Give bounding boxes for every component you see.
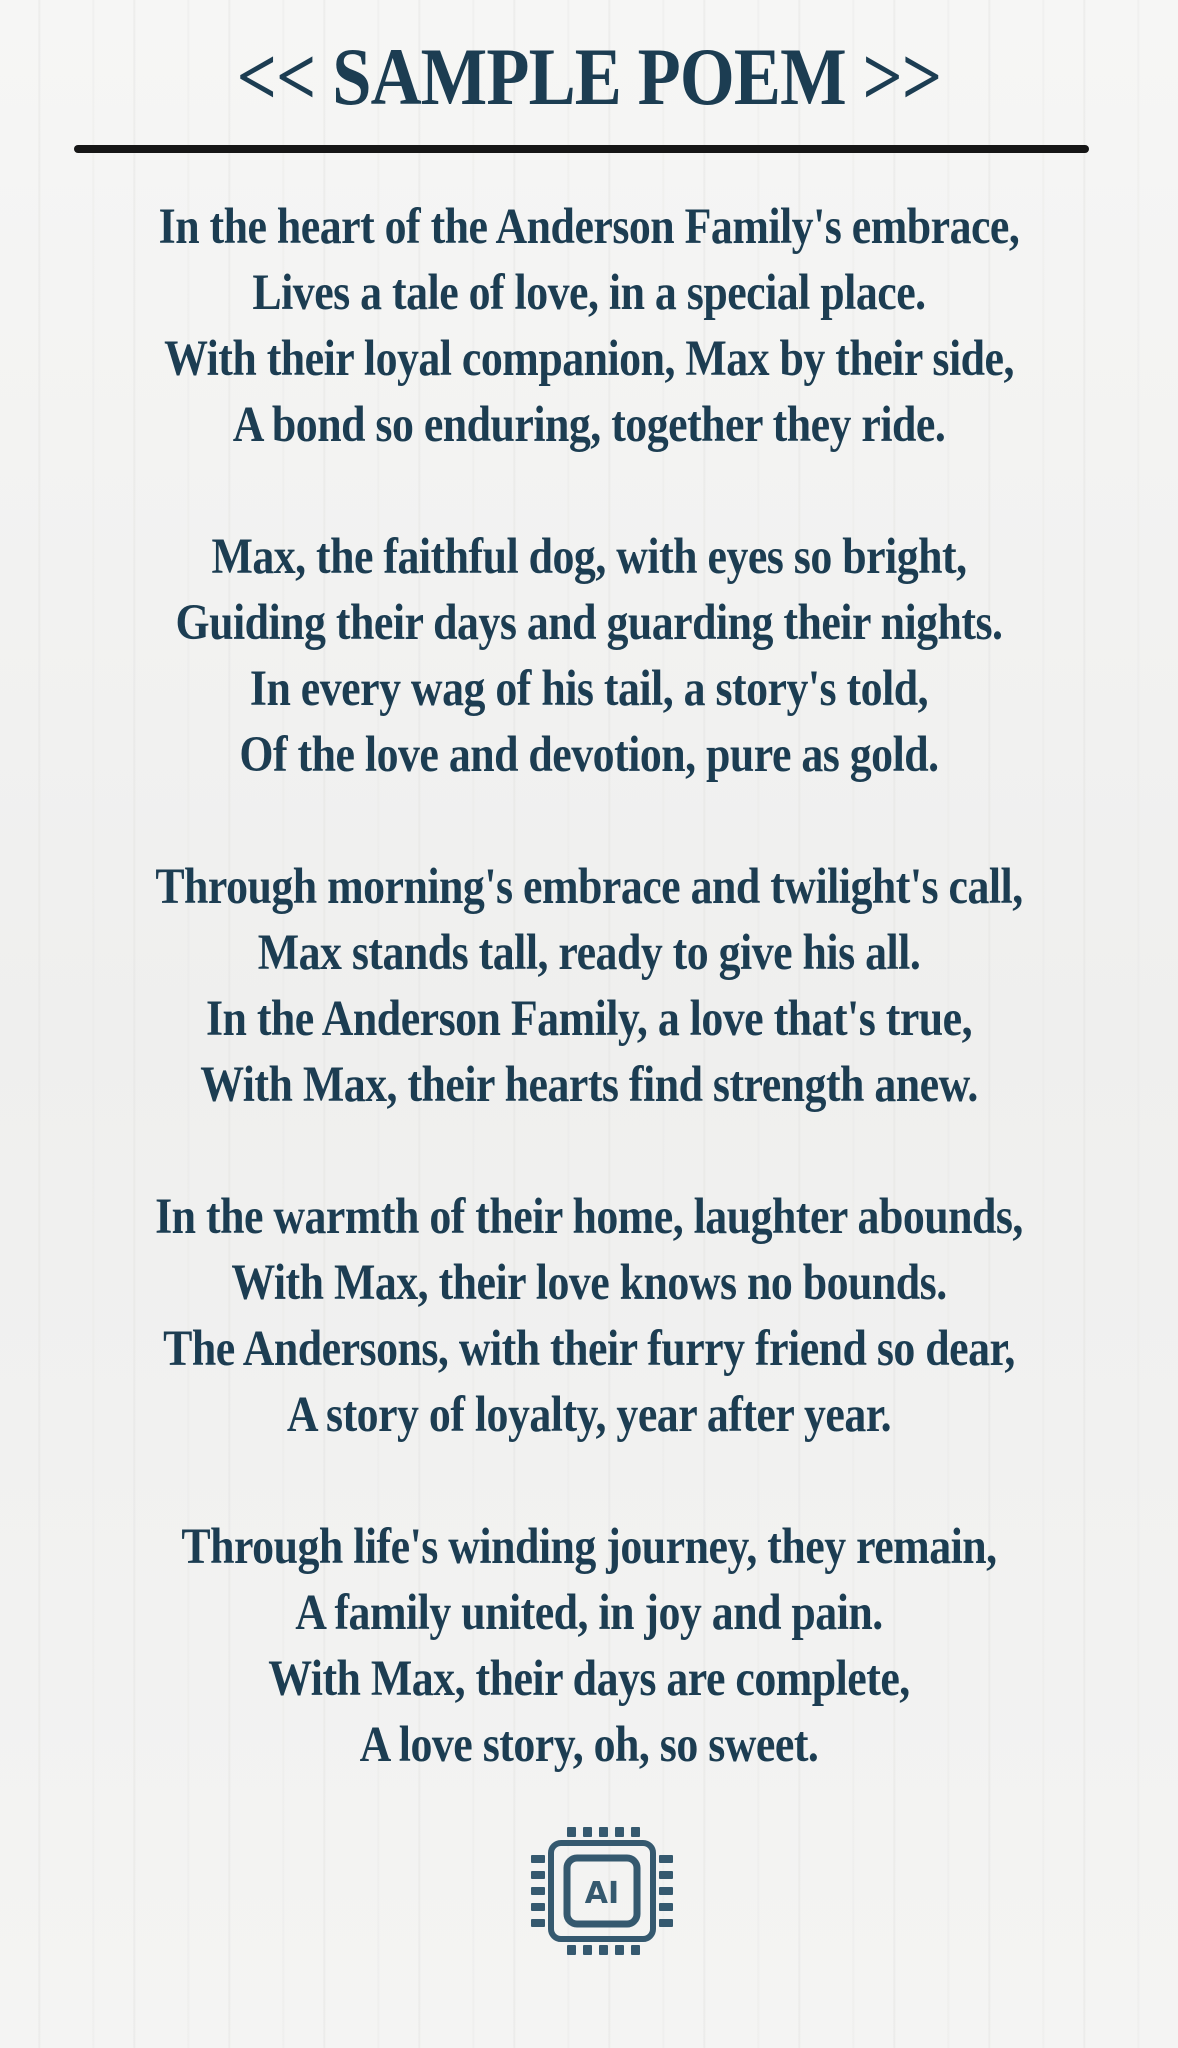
- poem-line: In the warmth of their home, laughter abounds,: [155, 1189, 1023, 1245]
- poem-line: Of the love and devotion, pure as gold.: [239, 727, 939, 783]
- poem-line: With Max, their love knows no bounds.: [231, 1255, 947, 1311]
- poem-line: A love story, oh, so sweet.: [359, 1717, 819, 1773]
- page-title: << SAMPLE POEM >>: [236, 31, 942, 122]
- poem-line: With Max, their days are complete,: [268, 1651, 910, 1707]
- ai-chip-icon: [531, 1827, 673, 1955]
- poem-line: In the heart of the Anderson Family's embrace,: [158, 199, 1020, 255]
- poem-body: [40, 194, 1138, 1844]
- poem-line: A story of loyalty, year after year.: [286, 1387, 892, 1443]
- poem-line: Through life's winding journey, they remain,: [181, 1519, 997, 1575]
- poem-line: With Max, their hearts find strength anew.: [200, 1057, 978, 1113]
- poem-line: In every wag of his tail, a story's told,: [249, 661, 929, 717]
- stanza-1: [40, 194, 1138, 458]
- ai-chip-label: AI: [584, 1876, 620, 1911]
- stanza-2: [40, 524, 1138, 788]
- poem-line: In the Anderson Family, a love that's true,: [205, 991, 973, 1047]
- poem-line: Max stands tall, ready to give his all.: [257, 925, 921, 981]
- poem-line: Max, the faithful dog, with eyes so bright,: [211, 529, 967, 585]
- poem-line: With their loyal companion, Max by their side,: [164, 331, 1014, 387]
- poem-line: Guiding their days and guarding their nights.: [175, 595, 1003, 651]
- poem-line: A family united, in joy and pain.: [295, 1585, 883, 1641]
- stanza-5: [40, 1514, 1138, 1778]
- poem-line: Through morning's embrace and twilight's call,: [155, 859, 1023, 915]
- title-divider: [74, 145, 1089, 153]
- poem-line: The Andersons, with their furry friend so dear,: [163, 1321, 1015, 1377]
- stanza-4: [40, 1184, 1138, 1448]
- poem-line: A bond so enduring, together they ride.: [232, 397, 946, 453]
- poem-line: Lives a tale of love, in a special place.: [252, 265, 926, 321]
- stanza-3: [40, 854, 1138, 1118]
